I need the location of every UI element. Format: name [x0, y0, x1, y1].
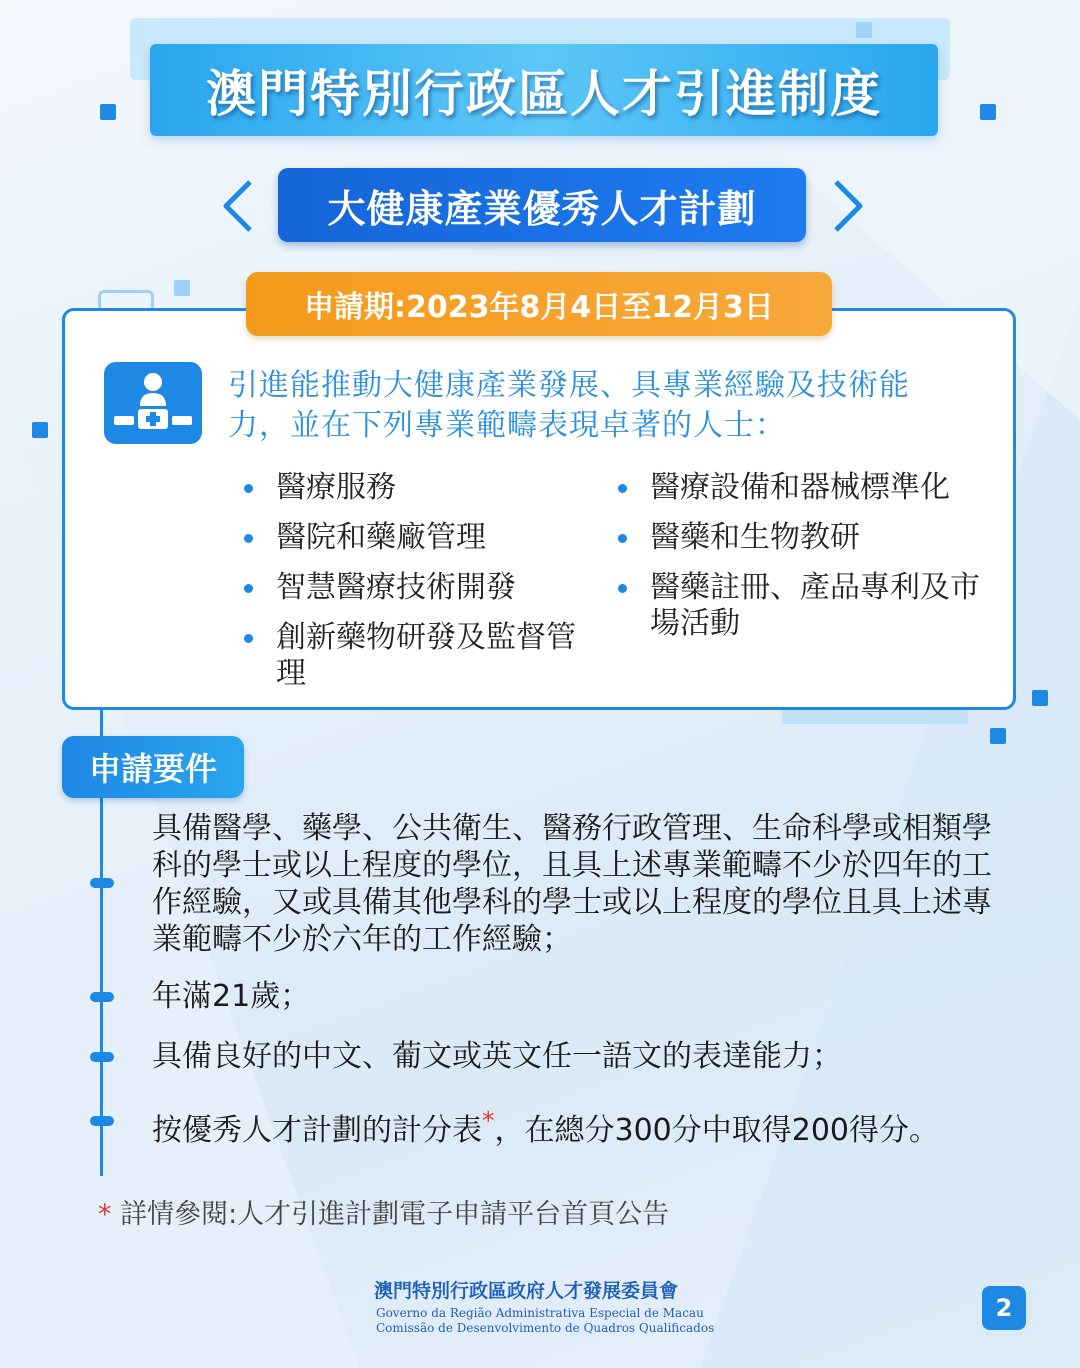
- list-item: 醫院和藥廠管理: [244, 520, 594, 556]
- chevron-left-icon[interactable]: [218, 176, 258, 236]
- list-item: 醫療設備和器械標準化: [618, 470, 988, 506]
- list-item: 醫療服務: [244, 470, 594, 506]
- program-title-box: [278, 168, 806, 242]
- org-name-chinese: 澳門特別行政區政府人才發展委員會: [374, 1280, 679, 1302]
- fields-list-left: [244, 470, 594, 706]
- page-title: 澳門特別行政區人才引進制度: [206, 65, 882, 123]
- page-number: 2: [995, 1294, 1013, 1322]
- timeline-tick: [90, 878, 114, 888]
- list-item: 醫藥註冊、產品專利及市場活動: [618, 570, 988, 642]
- fields-list-right: [618, 470, 988, 656]
- org-name-portuguese: Comissão de Desenvolvimento de Quadros Qualificados: [376, 1321, 715, 1335]
- requirement-item: 具備醫學、藥學、公共衛生、醫務行政管理、生命科學或相類學科的學士或以上程度的學位，且具上述專業範疇不少於四年的工作經驗，又或具備其他學科的學士或以上程度的學位且具上述專業範疇不少於六年的工作經驗；: [152, 811, 992, 957]
- intro-line: 引進能推動大健康產業發展、具專業經驗及技術能: [228, 368, 910, 403]
- requirement-item: 年滿21歲；: [152, 979, 311, 1014]
- requirement-text: 按優秀人才計劃的計分表: [152, 1113, 482, 1148]
- list-item: 智慧醫療技術開發: [244, 570, 594, 606]
- list-item: 醫藥和生物教研: [618, 520, 988, 556]
- intro-line: 力，並在下列專業範疇表現卓著的人士：: [228, 408, 786, 443]
- requirements-heading: [62, 736, 244, 798]
- footnote: [98, 1192, 669, 1231]
- footnote-text: 詳情參閱:人才引進計劃電子申請平台首頁公告: [111, 1199, 670, 1230]
- decor-square: [990, 728, 1006, 744]
- decor-square: [100, 104, 116, 120]
- footnote-marker: *: [482, 1106, 495, 1135]
- footnote-marker: *: [98, 1199, 112, 1230]
- page-title-banner: [150, 44, 938, 136]
- decor-square: [1032, 690, 1048, 706]
- org-name-portuguese: Governo da Região Administrativa Especial de Macau: [376, 1306, 704, 1320]
- timeline-tick: [90, 992, 114, 1002]
- decor-square: [32, 422, 48, 438]
- application-period-badge: [246, 272, 832, 336]
- page-number-badge: [982, 1286, 1026, 1330]
- timeline-tick: [90, 1052, 114, 1062]
- medical-staff-icon: [104, 362, 202, 444]
- intro-text: [228, 366, 988, 446]
- decor-square: [980, 104, 996, 120]
- list-item: 創新藥物研發及監督管理: [244, 620, 594, 692]
- program-title: 大健康產業優秀人才計劃: [327, 186, 757, 231]
- chevron-right-icon[interactable]: [828, 176, 868, 236]
- requirement-item: 具備良好的中文、葡文或英文任一語文的表達能力；: [152, 1039, 842, 1074]
- timeline-tick: [90, 1116, 114, 1126]
- application-period: 申請期:2023年8月4日至12月3日: [304, 290, 774, 325]
- card-decoration: [98, 290, 154, 308]
- decor-square: [174, 280, 190, 296]
- requirement-item: [152, 1102, 1002, 1149]
- requirements-title: 申請要件: [88, 750, 217, 788]
- requirement-text: ，在總分300分中取得200得分。: [494, 1113, 940, 1148]
